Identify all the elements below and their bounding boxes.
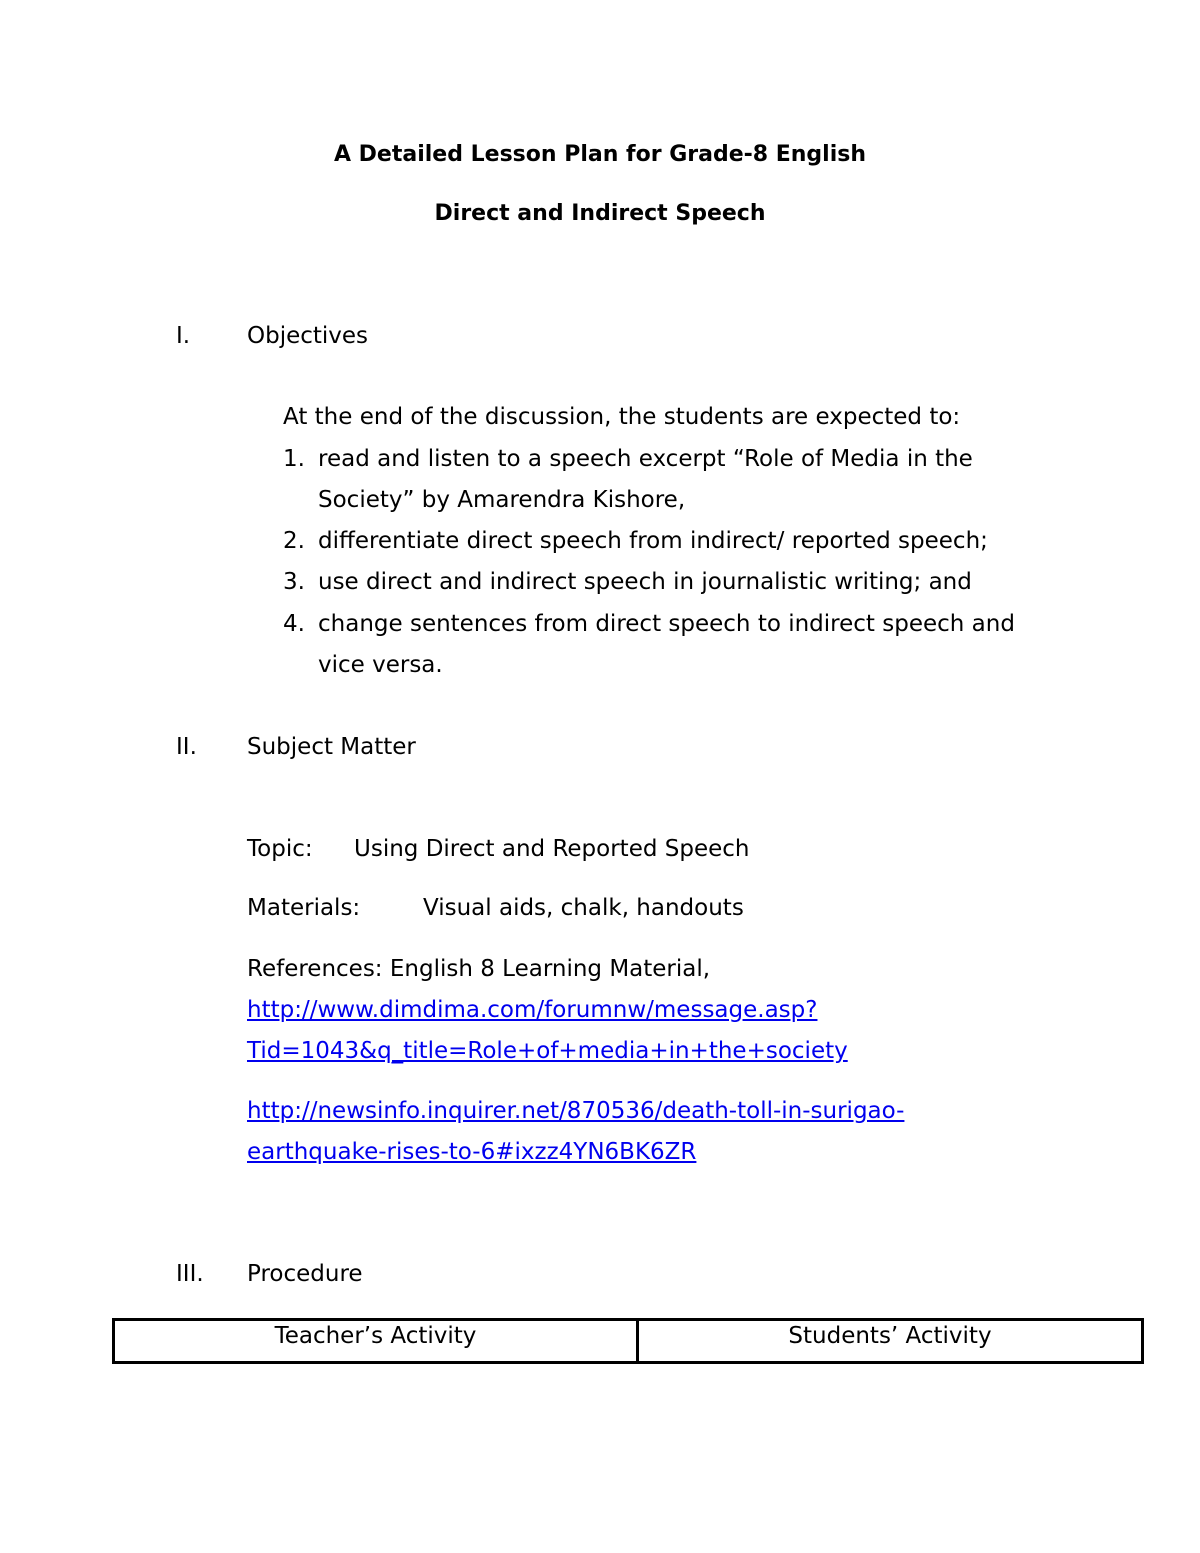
document-subtitle: Direct and Indirect Speech — [434, 201, 766, 226]
section-number-objectives: I. — [176, 323, 191, 349]
list-item-number: 1. — [283, 446, 305, 472]
document-title: A Detailed Lesson Plan for Grade-8 English — [333, 142, 867, 167]
objectives-intro: At the end of the discussion, the students are expected to: — [283, 404, 961, 430]
list-item-text: use direct and indirect speech in journalistic writing; and — [318, 569, 972, 595]
materials-label: Materials: — [247, 895, 361, 921]
section-heading-subject-matter: Subject Matter — [247, 734, 416, 760]
list-item-text: differentiate direct speech from indirect/ reported speech; — [318, 528, 988, 554]
reference-link-line[interactable]: http://www.dimdima.com/forumnw/message.asp? — [247, 997, 818, 1023]
topic-label: Topic: — [247, 836, 313, 862]
section-heading-objectives: Objectives — [247, 323, 369, 349]
table-header-row — [114, 1320, 1143, 1363]
teacher-activity-header: Teacher’s Activity — [114, 1320, 638, 1363]
materials-value: Visual aids, chalk, handouts — [423, 895, 744, 921]
list-item-text: vice versa. — [318, 652, 443, 678]
procedure-table — [112, 1318, 1144, 1364]
section-heading-procedure: Procedure — [247, 1261, 363, 1287]
list-item-text: read and listen to a speech excerpt “Role of Media in the — [318, 446, 973, 472]
list-item-text: change sentences from direct speech to indirect speech and — [318, 611, 1015, 637]
list-item-number: 3. — [283, 569, 305, 595]
reference-link-line[interactable]: http://newsinfo.inquirer.net/870536/death-toll-in-surigao- — [247, 1098, 905, 1124]
section-number-procedure: III. — [176, 1261, 204, 1287]
reference-link-line[interactable]: Tid=1043&q_title=Role+of+media+in+the+society — [247, 1038, 848, 1064]
topic-value: Using Direct and Reported Speech — [354, 836, 750, 862]
section-number-subject-matter: II. — [176, 734, 197, 760]
references-label: References: English 8 Learning Material, — [247, 956, 711, 982]
list-item-number: 2. — [283, 528, 305, 554]
list-item-number: 4. — [283, 611, 305, 637]
reference-link-line[interactable]: earthquake-rises-to-6#ixzz4YN6BK6ZR — [247, 1139, 697, 1165]
list-item-text: Society” by Amarendra Kishore, — [318, 487, 686, 513]
students-activity-header: Students’ Activity — [638, 1320, 1143, 1363]
